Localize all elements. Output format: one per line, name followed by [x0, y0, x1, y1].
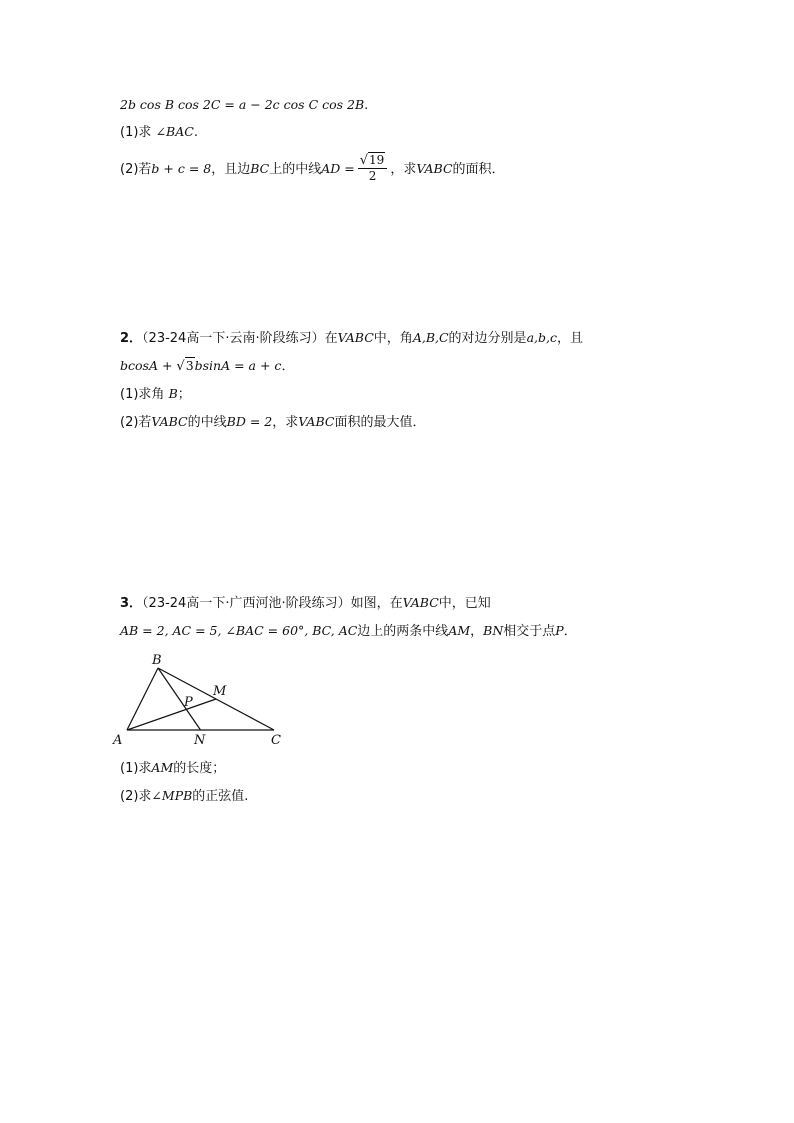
q3-part2-math: ∠MPB — [151, 788, 193, 803]
vertex-label-b: B — [152, 653, 162, 668]
q2-equation-line — [120, 357, 294, 376]
q2-math3: a,b,c — [526, 330, 557, 345]
q2-equation-end: ． — [281, 359, 295, 374]
q1-part1-end: . — [193, 125, 198, 140]
q2-part2-math3: VABC — [298, 414, 335, 429]
q2-part2-math2: BD = 2 — [226, 414, 273, 429]
q2-math2: A,B,C — [412, 330, 449, 345]
q1-part2 — [120, 152, 505, 187]
q2-sqrt-arg: 3 — [185, 358, 194, 373]
q2-part1-label: (1)求角 — [120, 387, 165, 402]
q3-stem-line2 — [120, 622, 577, 641]
q3-part1-math: AM — [151, 760, 174, 775]
q3-stem-line1 — [120, 594, 491, 613]
q2-part2-text2: ，求 — [272, 415, 299, 430]
q1-equation-line — [120, 96, 368, 115]
q3-part1-label: (1)求 — [120, 761, 152, 776]
q1-part2-label: (2)若 — [120, 162, 152, 177]
q3-part2 — [120, 787, 248, 806]
q3-text1: 中，已知 — [438, 596, 491, 611]
q2-part2-label: (2)若 — [120, 415, 152, 430]
vertex-label-c: C — [271, 733, 281, 748]
q3-number: 3． — [120, 596, 143, 611]
q2-text1: 中，角 — [373, 331, 413, 346]
q2-equation-b: bsinA = a + c — [194, 358, 282, 373]
q2-part2-text3: 面积的最大值． — [334, 415, 426, 430]
q3-math1: VABC — [402, 595, 439, 610]
median-bn — [158, 668, 201, 730]
q1-part2-math1: b + c = 8 — [151, 161, 212, 176]
q2-part2-math1: VABC — [151, 414, 188, 429]
q1-part2-math3: AD = — [321, 161, 355, 176]
q1-part1-label: (1)求 — [120, 125, 152, 140]
q2-equation-a: bcosA + — [120, 358, 177, 373]
q3-math3: BN — [483, 623, 504, 638]
q2-text3: ，且 — [556, 331, 583, 346]
point-label-n: N — [194, 733, 206, 748]
q3-text2: 边上的两条中线 — [357, 624, 449, 639]
q2-source: （23-24高一下·云南·阶段练习）在 — [142, 331, 338, 346]
q1-part1-math: ∠BAC — [155, 124, 194, 139]
q2-stem-line1 — [120, 329, 583, 348]
q3-part1 — [120, 759, 225, 778]
q3-text4: 相交于点 — [503, 624, 556, 639]
q1-equation: 2b cos B cos 2C = a − 2c cos C cos 2B — [120, 97, 365, 112]
q3-part2-label: (2)求 — [120, 789, 152, 804]
q2-number: 2． — [120, 331, 143, 346]
q2-part2-text1: 的中线 — [187, 415, 227, 430]
q3-part1-text: 的长度； — [173, 761, 226, 776]
q1-median-fraction: $\frac{√19}{2}$ — [358, 153, 388, 183]
q2-part2 — [120, 413, 425, 432]
q3-math2: AM — [448, 623, 471, 638]
q1-part2-math4: VABC — [416, 161, 453, 176]
q3-source: （23-24高一下·广西河池·阶段练习）如图，在 — [142, 596, 403, 611]
q2-text2: 的对边分别是 — [448, 331, 527, 346]
q2-part1 — [120, 385, 191, 404]
q3-condition: AB = 2, AC = 5, ∠BAC = 60°, BC, AC — [120, 623, 358, 638]
q3-text3: ， — [470, 624, 484, 639]
q1-part2-text3: ，求 — [390, 162, 417, 177]
q2-part1-math: B — [168, 386, 178, 401]
q1-part2-text1: ，且边 — [211, 162, 251, 177]
q2-math1: VABC — [337, 330, 374, 345]
q1-sqrt-arg: 19 — [369, 152, 385, 167]
q1-part2-math2: BC — [250, 161, 270, 176]
q1-fraction-den: 2 — [368, 168, 377, 183]
point-label-m: M — [213, 684, 227, 699]
triangle-figure — [110, 648, 300, 753]
q1-part2-text2: 上的中线 — [269, 162, 322, 177]
q1-part2-text4: 的面积． — [452, 162, 505, 177]
q2-part1-end: ； — [177, 387, 191, 402]
point-label-p: P — [184, 695, 193, 710]
q3-math4: P — [555, 623, 564, 638]
q3-part2-text: 的正弦值. — [192, 789, 249, 804]
q1-part1 — [120, 123, 198, 142]
vertex-label-a: A — [113, 733, 123, 748]
q3-text5: ． — [563, 624, 577, 639]
q2-sqrt: √3 — [176, 358, 194, 374]
q1-equation-end: . — [364, 98, 369, 113]
